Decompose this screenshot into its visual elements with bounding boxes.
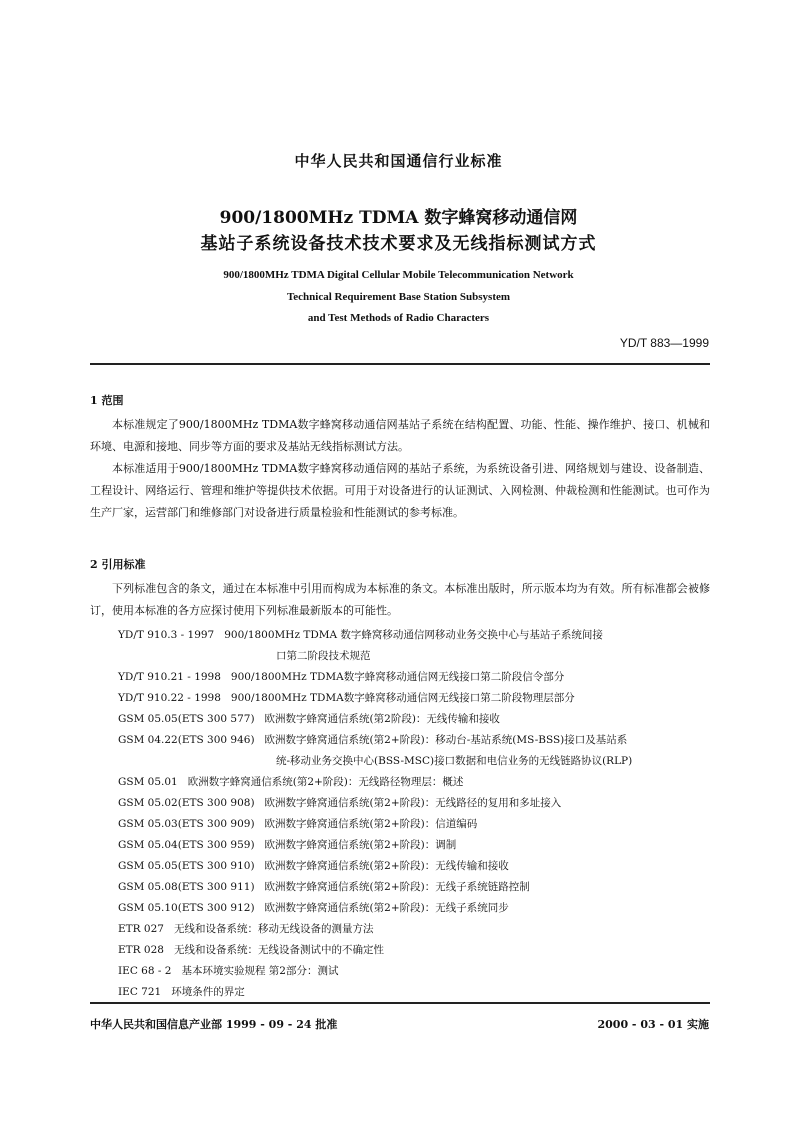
standard-number: YD/T 883—1999: [619, 336, 709, 350]
reference-item: [118, 772, 718, 792]
reference-item: [118, 835, 718, 855]
reference-title: 900/1800MHz TDMA 数字蜂窝移动通信网移动业务交换中心与基站子系统间接: [224, 629, 603, 641]
implementation-date: 2000 - 03 - 01 实施: [597, 1018, 709, 1031]
reference-code: GSM 04.22(ETS 300 946): [118, 734, 255, 746]
reference-title: 欧洲数字蜂窝通信系统(第2+阶段)：无线路径物理层：概述: [187, 776, 464, 788]
reference-title: 欧洲数字蜂窝通信系统(第2+阶段)：无线传输和接收: [264, 860, 509, 872]
reference-item: [118, 856, 718, 876]
reference-code: GSM 05.05(ETS 300 577): [118, 713, 255, 725]
industry-standard-heading: 中华人民共和国通信行业标准: [294, 152, 503, 170]
reference-code: YD/T 910.22 - 1998: [118, 692, 221, 704]
reference-title: 欧洲数字蜂窝通信系统(第2+阶段)：无线子系统链路控制: [264, 881, 530, 893]
reference-title: 环境条件的界定: [171, 986, 245, 998]
reference-item: [118, 667, 718, 687]
section-1-paragraph-2: 本标准适用于900/1800MHz TDMA数字蜂窝移动通信网的基站子系统，为系统设备引进、网络规划与建设、设备制造、工程设计、网络运行、管理和维护等提供技术依据。可用于对设备进行的认证测试、入网检测、仲裁检测和性能测试。也可作为生产厂家，运营部门和维修部门对设备进行质量检验和性能测试的参考标准。: [90, 462, 710, 519]
reference-title-continuation: 口第二阶段技术规范: [276, 650, 371, 662]
footer-divider: [90, 1002, 710, 1004]
reference-item: [118, 898, 718, 918]
english-title-line-3: and Test Methods of Radio Characters: [307, 312, 490, 324]
reference-code: IEC 68 - 2: [118, 965, 172, 977]
reference-title: 无线和设备系统：无线设备测试中的不确定性: [173, 944, 384, 956]
reference-item: [118, 940, 718, 960]
title-line-1: 900/1800MHz TDMA 数字蜂窝移动通信网: [219, 208, 578, 228]
reference-title: 无线和设备系统：移动无线设备的测量方法: [173, 923, 374, 935]
reference-title: 900/1800MHz TDMA数字蜂窝移动通信网无线接口第二阶段物理层部分: [230, 692, 575, 704]
reference-code: GSM 05.03(ETS 300 909): [118, 818, 255, 830]
reference-title: 欧洲数字蜂窝通信系统(第2+阶段)：无线子系统同步: [264, 902, 509, 914]
english-title-line-1: 900/1800MHz TDMA Digital Cellular Mobile Telecommunication Network: [223, 269, 574, 281]
reference-code: GSM 05.08(ETS 300 911): [118, 881, 255, 893]
reference-code: GSM 05.01: [118, 776, 178, 788]
reference-code: YD/T 910.21 - 1998: [118, 671, 221, 683]
english-title-line-2: Technical Requirement Base Station Subsystem: [286, 291, 511, 303]
header-divider: [90, 363, 710, 365]
reference-title: 900/1800MHz TDMA数字蜂窝移动通信网无线接口第二阶段信令部分: [230, 671, 565, 683]
section-2-intro: 下列标准包含的条文，通过在本标准中引用而构成为本标准的条文。本标准出版时，所示版本均为有效。所有标准都会被修订，使用本标准的各方应探讨使用下列标准最新版本的可能性。: [90, 582, 710, 617]
reference-item: [118, 793, 718, 813]
reference-code: GSM 05.05(ETS 300 910): [118, 860, 255, 872]
reference-title-continuation: 统-移动业务交换中心(BSS-MSC)接口数据和电信业务的无线链路协议(RLP): [276, 755, 633, 767]
reference-item: [118, 877, 718, 897]
reference-code: GSM 05.10(ETS 300 912): [118, 902, 255, 914]
title-line-2: 基站子系统设备技术技术要求及无线指标测试方式: [200, 234, 597, 254]
reference-code: YD/T 910.3 - 1997: [118, 629, 215, 641]
reference-title: 欧洲数字蜂窝通信系统(第2阶段)：无线传输和接收: [264, 713, 500, 725]
reference-item: [118, 688, 718, 708]
reference-title: 欧洲数字蜂窝通信系统(第2+阶段)：信道编码: [264, 818, 478, 830]
reference-code: GSM 05.02(ETS 300 908): [118, 797, 255, 809]
reference-title: 基本环境实验规程 第2部分：测试: [181, 965, 339, 977]
reference-code: ETR 028: [118, 944, 164, 956]
reference-code: IEC 721: [118, 986, 162, 998]
reference-item: [118, 919, 718, 939]
section-2-heading: 2 引用标准: [90, 558, 146, 571]
reference-code: ETR 027: [118, 923, 164, 935]
section-1-heading: 1 范围: [90, 394, 124, 407]
approval-line: 中华人民共和国信息产业部 1999 - 09 - 24 批准: [90, 1018, 338, 1031]
reference-title: 欧洲数字蜂窝通信系统(第2+阶段)：调制: [264, 839, 457, 851]
reference-item: [118, 625, 718, 645]
reference-title: 欧洲数字蜂窝通信系统(第2+阶段)：无线路径的复用和多址接入: [264, 797, 562, 809]
reference-item: [118, 730, 718, 750]
reference-code: GSM 05.04(ETS 300 959): [118, 839, 255, 851]
reference-title: 欧洲数字蜂窝通信系统(第2+阶段)：移动台-基站系统(MS-BSS)接口及基站系: [264, 734, 628, 746]
reference-item: [118, 961, 718, 981]
reference-item: [118, 709, 718, 729]
reference-item: [118, 814, 718, 834]
section-1-paragraph-1: 本标准规定了900/1800MHz TDMA数字蜂窝移动通信网基站子系统在结构配置、功能、性能、操作维护、接口、机械和环境、电源和接地、同步等方面的要求及基站无线指标测试方法。: [90, 418, 710, 453]
reference-item: [118, 982, 718, 1002]
